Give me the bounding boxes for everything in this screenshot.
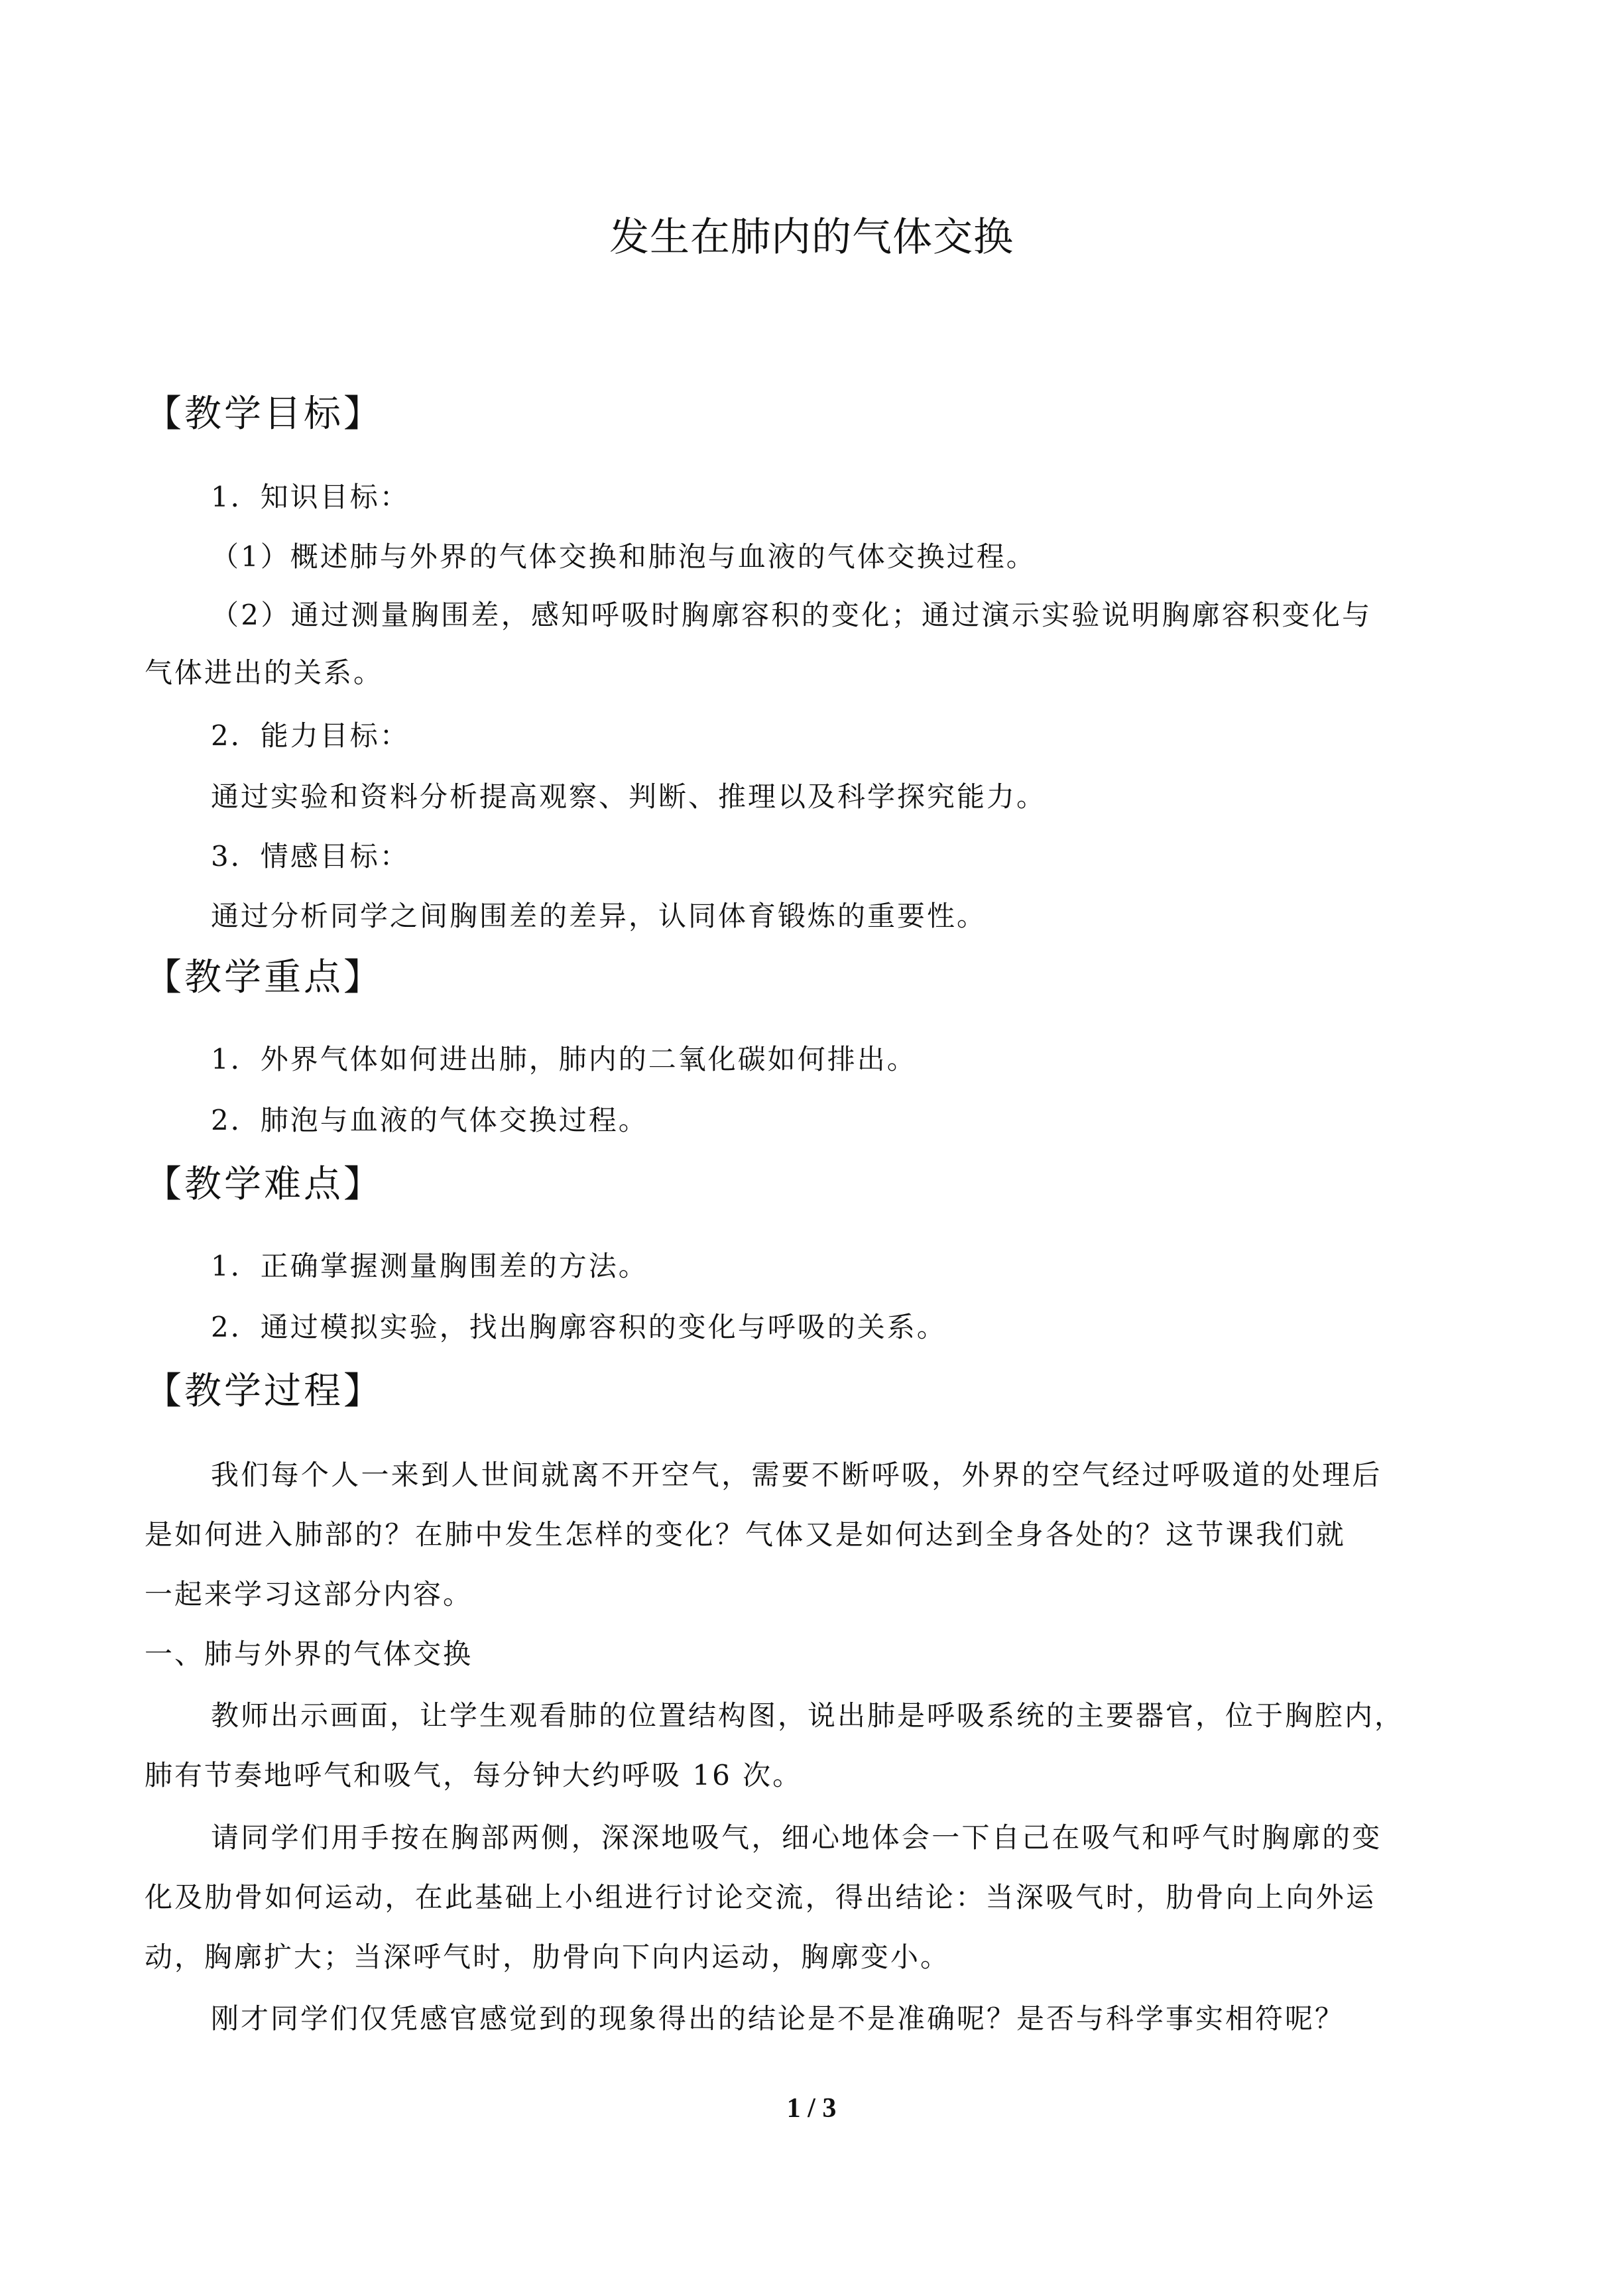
ability-objective-text: 通过实验和资料分析提高观察、判断、推理以及科学探究能力。	[211, 780, 1047, 813]
key-point-2: 2．肺泡与血液的气体交换过程。	[211, 1104, 648, 1136]
paragraph-2-line-2: 化及肋骨如何运动，在此基础上小组进行讨论交流，得出结论：当深吸气时，肋骨向上向外运	[145, 1881, 1376, 1913]
process-intro-line-2: 是如何进入肺部的？在肺中发生怎样的变化？气体又是如何达到全身各处的？这节课我们就	[145, 1518, 1347, 1551]
paragraph-2-line-1: 请同学们用手按在胸部两侧，深深地吸气，细心地体会一下自己在吸气和呼气时胸廓的变	[211, 1821, 1382, 1854]
paragraph-1-line-2: 肺有节奏地呼气和吸气，每分钟大约呼吸 16 次。	[145, 1759, 803, 1791]
key-point-1: 1．外界气体如何进出肺，肺内的二氧化碳如何排出。	[211, 1043, 917, 1075]
knowledge-objective-2-line-1: （2）通过测量胸围差，感知呼吸时胸廓容积的变化；通过演示实验说明胸廓容积变化与	[211, 599, 1372, 631]
difficulties-heading: 【教学难点】	[145, 1163, 383, 1206]
knowledge-objective-1: （1）概述肺与外界的气体交换和肺泡与血液的气体交换过程。	[211, 540, 1036, 573]
ability-objective-label: 2．能力目标：	[211, 719, 410, 752]
key-points-heading: 【教学重点】	[145, 956, 383, 999]
emotion-objective-label: 3．情感目标：	[211, 840, 410, 873]
paragraph-2-line-3: 动，胸廓扩大；当深呼气时，肋骨向下向内运动，胸廓变小。	[145, 1941, 951, 1973]
process-heading: 【教学过程】	[145, 1370, 383, 1413]
paragraph-3-line-1: 刚才同学们仅凭感官感觉到的现象得出的结论是不是准确呢？是否与科学事实相符呢？	[211, 2002, 1345, 2035]
difficulty-2: 2．通过模拟实验，找出胸廓容积的变化与呼吸的关系。	[211, 1311, 947, 1343]
process-intro-line-1: 我们每个人一来到人世间就离不开空气，需要不断呼吸，外界的空气经过呼吸道的处理后	[211, 1459, 1382, 1491]
process-intro-line-3: 一起来学习这部分内容。	[145, 1578, 473, 1610]
difficulty-1: 1．正确掌握测量胸围差的方法。	[211, 1250, 648, 1282]
paragraph-1-line-1: 教师出示画面，让学生观看肺的位置结构图，说出肺是呼吸系统的主要器官，位于胸腔内，	[211, 1699, 1405, 1732]
emotion-objective-text: 通过分析同学之间胸围差的差异，认同体育锻炼的重要性。	[211, 900, 987, 932]
objectives-heading: 【教学目标】	[145, 393, 383, 436]
page-number: 1 / 3	[786, 2093, 837, 2124]
section-1-title: 一、肺与外界的气体交换	[145, 1638, 473, 1670]
knowledge-objective-2-line-2: 气体进出的关系。	[145, 656, 384, 689]
knowledge-objective-label: 1．知识目标：	[211, 481, 410, 513]
document-title: 发生在肺内的气体交换	[609, 214, 1014, 261]
